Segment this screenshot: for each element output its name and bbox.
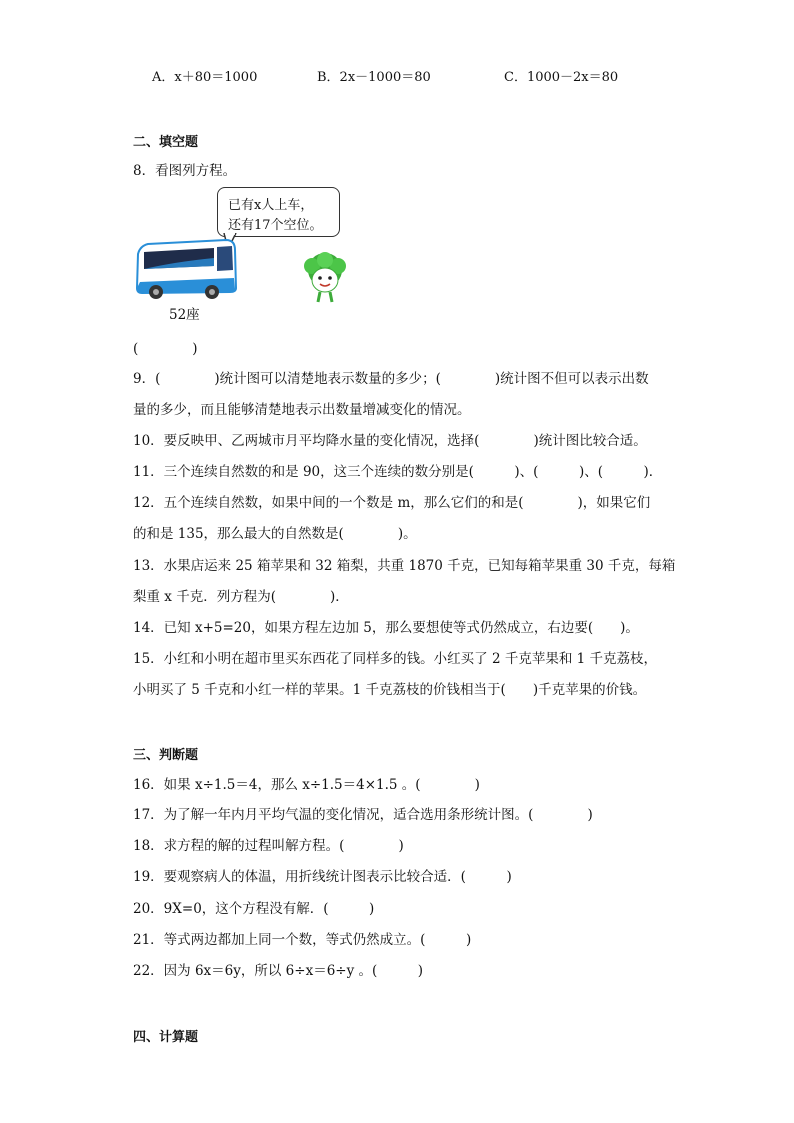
section-heading-judge: 三、判断题: [133, 748, 199, 763]
q13-line-1: 13．水果店运来 25 箱苹果和 32 箱梨，共重 1870 千克，已知每箱苹果重 30 千克，每箱: [133, 558, 676, 574]
q12-line-1: 12．五个连续自然数，如果中间的一个数是 m，那么它们的和是( )，如果它们: [133, 495, 651, 511]
q8-text: 8．看图列方程。: [133, 163, 237, 179]
section-heading-fill: 二、填空题: [133, 135, 199, 150]
q8-answer-blank: ( ): [133, 341, 198, 357]
q14: 14．已知 x+5=20，如果方程左边加 5，那么要想使等式仍然成立，右边要( )。: [133, 620, 639, 636]
q11: 11．三个连续自然数的和是 90，这三个连续的数分别是( )、( )、( )．: [133, 464, 663, 480]
q18: 18．求方程的解的过程叫解方程。( ): [133, 838, 404, 854]
q7-option-b: B．2x－1000＝80: [317, 70, 431, 85]
q13-line-2: 梨重 x 千克．列方程为( )．: [133, 589, 349, 605]
q20: 20．9X=0，这个方程没有解．( ): [133, 901, 375, 917]
section-heading-calc: 四、计算题: [133, 1030, 199, 1045]
bubble-line-2: 还有17个空位。: [228, 218, 323, 233]
bus-label: 52座: [169, 307, 200, 323]
q22: 22．因为 6x＝6y，所以 6÷x＝6÷y 。( ): [133, 963, 424, 979]
q16: 16．如果 x÷1.5＝4，那么 x÷1.5＝4×1.5 。( ): [133, 777, 480, 793]
q15-line-2: 小明买了 5 千克和小红一样的苹果。1 千克荔枝的价钱相当于( )千克苹果的价钱。: [133, 682, 647, 698]
q17: 17．为了解一年内月平均气温的变化情况，适合选用条形统计图。( ): [133, 807, 593, 823]
q15-line-1: 15．小红和小明在超市里买东西花了同样多的钱。小红买了 2 千克苹果和 1 千克荔枝，: [133, 651, 658, 667]
cabbage-mascot: [302, 252, 348, 304]
bubble-line-1: 已有x人上车，: [228, 198, 314, 213]
q9-line-1: 9．( )统计图可以清楚地表示数量的多少；( )统计图不但可以表示出数: [133, 371, 649, 387]
q21: 21．等式两边都加上同一个数，等式仍然成立。( ): [133, 932, 472, 948]
q12-line-2: 的和是 135，那么最大的自然数是( )。: [133, 526, 417, 542]
bus-illustration: [134, 236, 238, 302]
q19: 19．要观察病人的体温，用折线统计图表示比较合适．( ): [133, 869, 512, 885]
speech-bubble: [217, 187, 340, 237]
q9-line-2: 量的多少，而且能够清楚地表示出数量增减变化的情况。: [133, 402, 471, 418]
q7-option-c: C．1000－2x＝80: [504, 70, 619, 85]
q10: 10．要反映甲、乙两城市月平均降水量的变化情况，选择( )统计图比较合适。: [133, 433, 647, 449]
q7-option-a: A．x＋80＝1000: [152, 70, 258, 85]
